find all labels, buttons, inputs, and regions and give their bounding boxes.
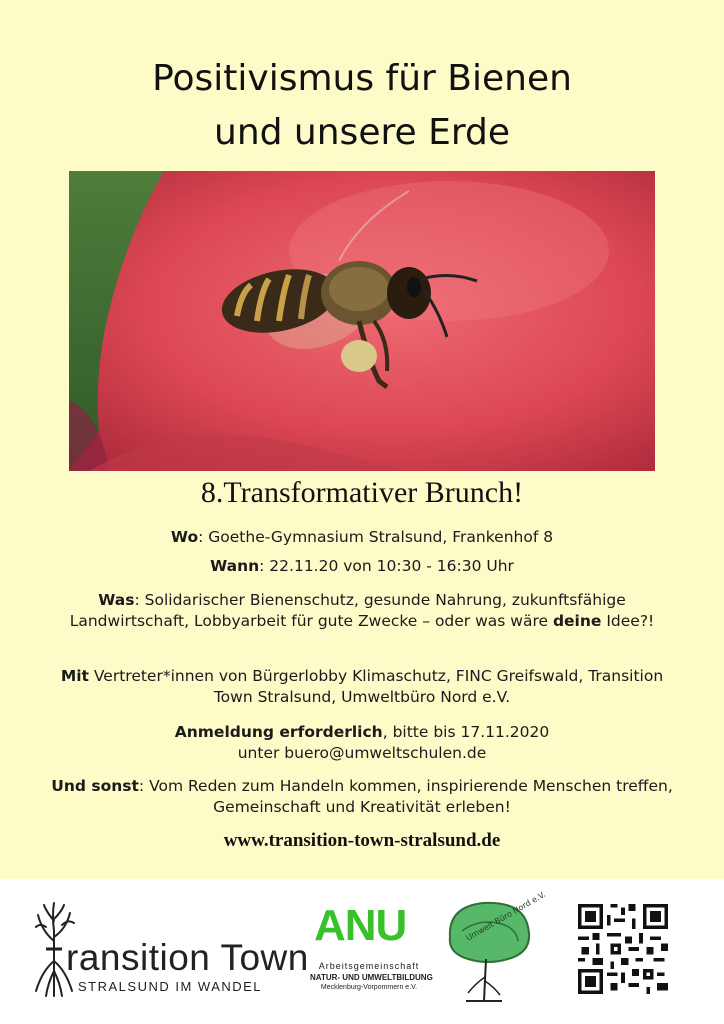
anu-line-1: Arbeitsgemeinschaft <box>318 961 420 971</box>
topics-emphasis: deine <box>552 612 602 630</box>
umweltbuero-nord-logo <box>438 889 548 1007</box>
bee-photo <box>69 171 655 471</box>
registration-label: Anmeldung erforderlich <box>174 723 383 741</box>
title-line-2: und unsere Erde <box>214 112 510 153</box>
qr-code-icon[interactable] <box>578 904 668 994</box>
registration-text: , bitte bis 17.11.2020 <box>382 723 550 741</box>
time-text: : 22.11.20 von 10:30 - 16:30 Uhr <box>259 557 514 575</box>
transition-town-tagline: STRALSUND IM WANDEL <box>78 979 263 994</box>
location-text: : Goethe-Gymnasium Stralsund, Frankenhof 8 <box>198 528 554 546</box>
participants-paragraph <box>40 666 684 708</box>
location-line <box>40 527 684 548</box>
topics-end: Idee?! <box>601 612 655 630</box>
topics-label: Was <box>98 591 135 609</box>
location-label: Wo <box>170 528 199 546</box>
anu-logo <box>300 901 433 1006</box>
anu-wordmark: ANU <box>314 901 407 950</box>
time-label: Wann <box>210 557 260 575</box>
registration-email[interactable]: unter buero@umweltschulen.de <box>237 744 487 762</box>
tree-logo-icon <box>438 889 548 1007</box>
participants-text: Vertreter*innen von Bürgerlobby Klimaschutz, FINC Greifswald, Transition Town Stralsund, Umweltbüro Nord e.V. <box>88 667 664 706</box>
transition-town-logo <box>22 901 309 1001</box>
topics-paragraph <box>40 590 684 632</box>
title-line-1: Positivismus für Bienen <box>152 58 572 99</box>
nord-label: Umwelt Büro Nord e.V. <box>464 889 548 943</box>
participants-label: Mit <box>60 667 89 685</box>
misc-label: Und sonst <box>51 777 139 795</box>
topics-text: : Solidarischer Bienenschutz, gesunde Nahrung, zukunftsfähige Landwirtschaft, Lobbyarbeit für gute Zwecke – oder was wäre <box>69 591 626 630</box>
misc-text: : Vom Reden zum Handeln kommen, inspirierende Menschen treffen, Gemeinschaft und Kreativität erleben! <box>138 777 673 816</box>
anu-line-3: Mecklenburg-Vorpommern e.V. <box>320 984 418 991</box>
bee-illustration <box>69 171 655 471</box>
time-line <box>40 556 684 577</box>
anu-line-2: NATUR- UND UMWELTBILDUNG <box>310 973 433 982</box>
transition-town-wordmark: ransition Town <box>66 937 309 978</box>
website-link[interactable]: www.transition-town-stralsund.de <box>223 830 501 851</box>
registration-paragraph <box>40 722 684 764</box>
event-subtitle: 8.Transformativer Brunch! <box>200 476 524 509</box>
misc-paragraph <box>40 776 684 818</box>
logo-footer <box>0 879 724 1024</box>
poster-title <box>0 52 724 160</box>
